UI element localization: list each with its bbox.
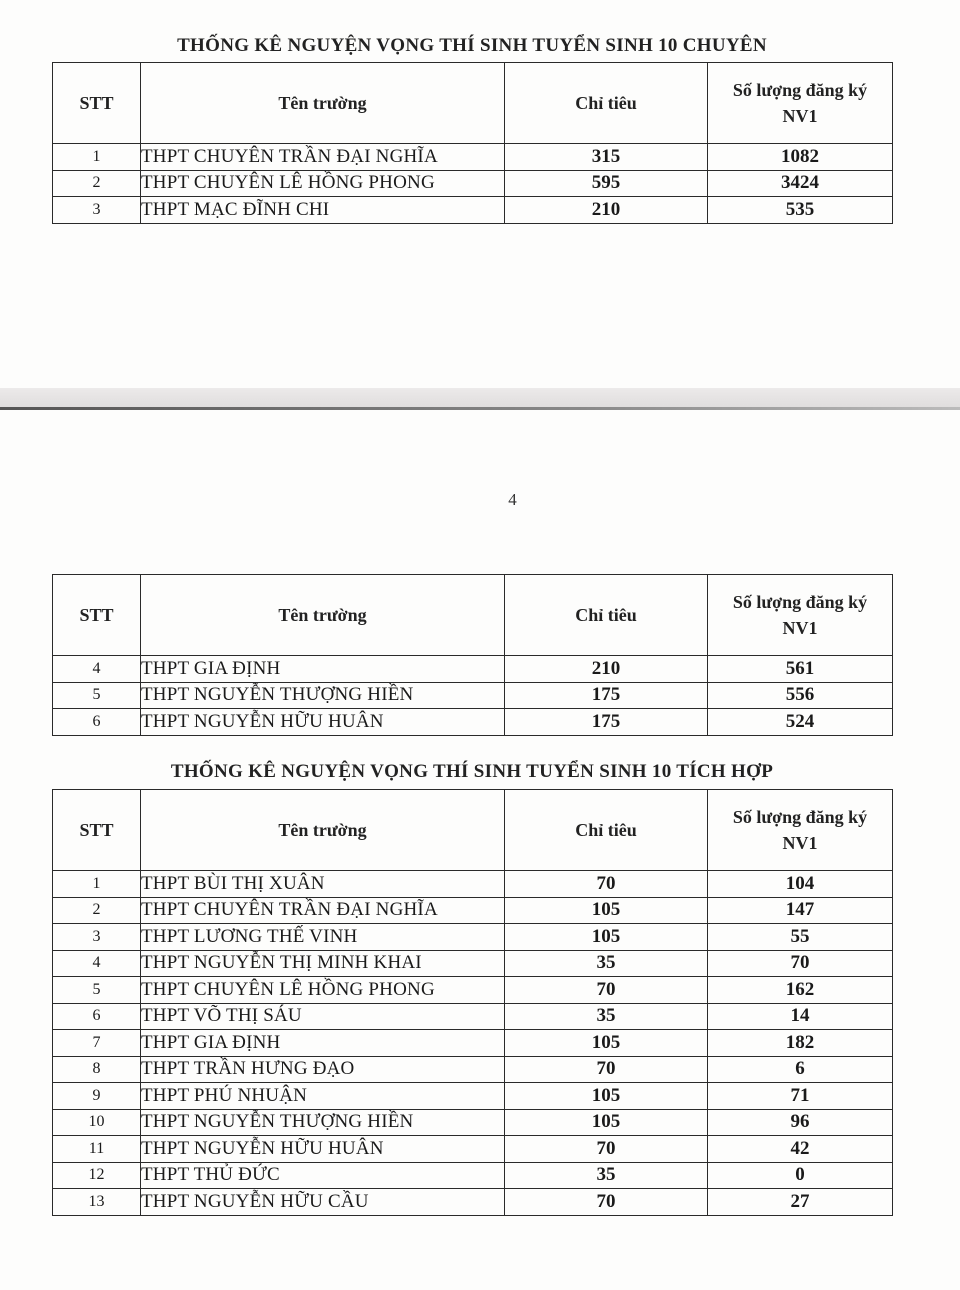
row-registered: 182	[708, 1030, 893, 1057]
header-school: Tên trường	[141, 575, 505, 656]
header-school: Tên trường	[141, 790, 505, 871]
table-row	[53, 709, 893, 736]
row-school-name: THPT NGUYỄN HỮU HUÂN	[141, 1136, 505, 1163]
table-row	[53, 977, 893, 1004]
row-quota: 70	[505, 977, 708, 1004]
row-quota: 35	[505, 1003, 708, 1030]
title-tich-hop: THỐNG KÊ NGUYỆN VỌNG THÍ SINH TUYỂN SINH 10 TÍCH HỢP	[170, 761, 774, 782]
header-school: Tên trường	[141, 63, 505, 144]
table-row	[53, 144, 893, 171]
table-row	[53, 170, 893, 197]
row-school-name: THPT BÙI THỊ XUÂN	[141, 871, 505, 898]
row-registered: 535	[708, 197, 893, 224]
table-row	[53, 197, 893, 224]
row-school-name: THPT THỦ ĐỨC	[141, 1162, 505, 1189]
table-row	[53, 897, 893, 924]
page-number: 4	[508, 490, 517, 509]
table-row	[53, 1162, 893, 1189]
row-registered: 524	[708, 709, 893, 736]
row-registered: 1082	[708, 144, 893, 171]
row-school-name: THPT NGUYỄN THƯỢNG HIỀN	[141, 1109, 505, 1136]
row-registered: 42	[708, 1136, 893, 1163]
header-quota: Chỉ tiêu	[505, 790, 708, 871]
row-school-name: THPT GIA ĐỊNH	[141, 1030, 505, 1057]
row-quota: 315	[505, 144, 708, 171]
row-stt: 13	[53, 1189, 141, 1216]
row-quota: 105	[505, 924, 708, 951]
table-row	[53, 1109, 893, 1136]
table-row	[53, 871, 893, 898]
row-quota: 70	[505, 1056, 708, 1083]
table-row	[53, 1030, 893, 1057]
header-stt: STT	[53, 575, 141, 656]
row-school-name: THPT NGUYỄN HỮU CẦU	[141, 1189, 505, 1216]
row-stt: 1	[53, 871, 141, 898]
row-stt: 8	[53, 1056, 141, 1083]
row-quota: 70	[505, 871, 708, 898]
row-stt: 2	[53, 897, 141, 924]
header-registered-line2: NV1	[782, 618, 818, 638]
row-stt: 3	[53, 197, 141, 224]
row-registered: 96	[708, 1109, 893, 1136]
row-stt: 5	[53, 682, 141, 709]
table-body	[53, 656, 893, 736]
table-row	[53, 1189, 893, 1216]
title-chuyen: THỐNG KÊ NGUYỆN VỌNG THÍ SINH TUYỂN SINH 10 CHUYÊN	[177, 35, 767, 56]
row-registered: 162	[708, 977, 893, 1004]
row-school-name: THPT VÕ THỊ SÁU	[141, 1003, 505, 1030]
table-header-row	[53, 63, 893, 144]
table-row	[53, 950, 893, 977]
header-quota: Chỉ tiêu	[505, 63, 708, 144]
table-row	[53, 924, 893, 951]
row-registered: 561	[708, 656, 893, 683]
row-school-name: THPT CHUYÊN LÊ HỒNG PHONG	[141, 977, 505, 1004]
header-registered-line2: NV1	[782, 833, 818, 853]
row-stt: 11	[53, 1136, 141, 1163]
row-school-name: THPT CHUYÊN TRẦN ĐẠI NGHĨA	[141, 144, 505, 171]
row-school-name: THPT CHUYÊN LÊ HỒNG PHONG	[141, 170, 505, 197]
row-stt: 6	[53, 709, 141, 736]
table-tich-hop	[52, 789, 893, 1216]
row-registered: 70	[708, 950, 893, 977]
row-quota: 175	[505, 709, 708, 736]
row-registered: 556	[708, 682, 893, 709]
header-registered-line1: Số lượng đăng ký	[732, 592, 868, 612]
row-registered: 14	[708, 1003, 893, 1030]
row-school-name: THPT TRẦN HƯNG ĐẠO	[141, 1056, 505, 1083]
row-school-name: THPT MẠC ĐĨNH CHI	[141, 197, 505, 224]
header-registered-line1: Số lượng đăng ký	[732, 807, 868, 827]
table-row	[53, 682, 893, 709]
row-stt: 3	[53, 924, 141, 951]
row-quota: 175	[505, 682, 708, 709]
page-separator	[0, 388, 960, 410]
row-stt: 2	[53, 170, 141, 197]
row-quota: 105	[505, 1030, 708, 1057]
table-row	[53, 1083, 893, 1110]
row-registered: 147	[708, 897, 893, 924]
table-header-row	[53, 575, 893, 656]
table-chuyen-continued	[52, 574, 893, 736]
row-stt: 7	[53, 1030, 141, 1057]
table-row	[53, 1136, 893, 1163]
header-registered-line1: Số lượng đăng ký	[732, 80, 868, 100]
row-quota: 35	[505, 1162, 708, 1189]
header-registered	[708, 63, 893, 144]
row-quota: 210	[505, 656, 708, 683]
row-stt: 1	[53, 144, 141, 171]
row-quota: 70	[505, 1189, 708, 1216]
header-stt: STT	[53, 790, 141, 871]
row-quota: 105	[505, 1083, 708, 1110]
row-stt: 12	[53, 1162, 141, 1189]
table-chuyen	[52, 62, 893, 224]
table-row	[53, 1056, 893, 1083]
row-registered: 27	[708, 1189, 893, 1216]
header-registered-line2: NV1	[782, 106, 818, 126]
row-stt: 9	[53, 1083, 141, 1110]
row-registered: 0	[708, 1162, 893, 1189]
row-stt: 4	[53, 950, 141, 977]
table-body	[53, 144, 893, 224]
header-registered	[708, 575, 893, 656]
header-registered	[708, 790, 893, 871]
row-quota: 210	[505, 197, 708, 224]
row-quota: 105	[505, 1109, 708, 1136]
row-school-name: THPT NGUYỄN THỊ MINH KHAI	[141, 950, 505, 977]
table-body	[53, 871, 893, 1216]
row-registered: 71	[708, 1083, 893, 1110]
header-stt: STT	[53, 63, 141, 144]
row-registered: 55	[708, 924, 893, 951]
row-school-name: THPT NGUYỄN THƯỢNG HIỀN	[141, 682, 505, 709]
row-quota: 595	[505, 170, 708, 197]
row-school-name: THPT NGUYỄN HỮU HUÂN	[141, 709, 505, 736]
row-school-name: THPT LƯƠNG THẾ VINH	[141, 924, 505, 951]
row-stt: 4	[53, 656, 141, 683]
table-header-row	[53, 790, 893, 871]
table-row	[53, 656, 893, 683]
row-school-name: THPT GIA ĐỊNH	[141, 656, 505, 683]
row-registered: 3424	[708, 170, 893, 197]
row-quota: 35	[505, 950, 708, 977]
table-row	[53, 1003, 893, 1030]
row-school-name: THPT CHUYÊN TRẦN ĐẠI NGHĨA	[141, 897, 505, 924]
header-quota: Chỉ tiêu	[505, 575, 708, 656]
row-registered: 104	[708, 871, 893, 898]
row-school-name: THPT PHÚ NHUẬN	[141, 1083, 505, 1110]
row-registered: 6	[708, 1056, 893, 1083]
row-stt: 5	[53, 977, 141, 1004]
row-quota: 70	[505, 1136, 708, 1163]
row-stt: 10	[53, 1109, 141, 1136]
row-quota: 105	[505, 897, 708, 924]
row-stt: 6	[53, 1003, 141, 1030]
